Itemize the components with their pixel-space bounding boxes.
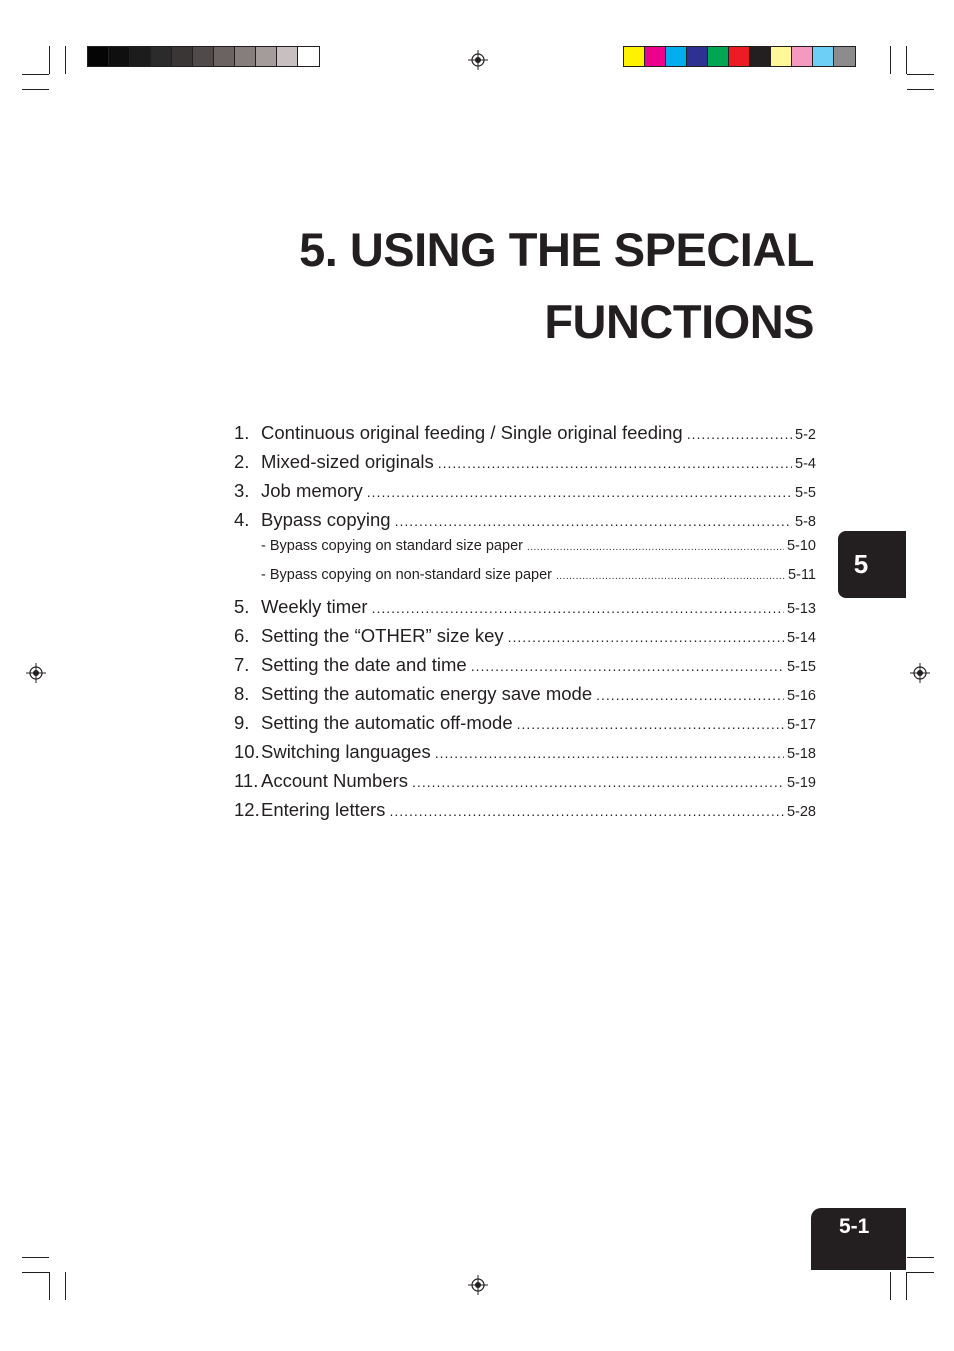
page-number: 5-1 <box>839 1215 870 1238</box>
toc-entry-label: Setting the automatic off-mode <box>261 712 513 733</box>
toc-entry-label: Job memory <box>261 480 363 501</box>
color-swatch <box>834 47 855 66</box>
toc-entry <box>234 596 816 625</box>
toc-entry-label: Continuous original feeding / Single original feeding <box>261 422 683 443</box>
color-swatch <box>708 47 729 66</box>
toc-entry-page: 5-18 <box>786 746 816 762</box>
toc-entry-label: Bypass copying <box>261 509 391 530</box>
toc-entry-number: 12. <box>234 799 260 820</box>
crop-mark <box>890 1272 891 1300</box>
toc-entry-page: 5-4 <box>795 456 816 472</box>
toc-leader-dots <box>556 571 785 582</box>
toc-entry-page: 5-11 <box>788 567 816 583</box>
toc-leader-dots <box>527 542 784 553</box>
grayscale-swatch <box>214 47 235 66</box>
grayscale-swatch <box>88 47 109 66</box>
toc-leader-dots <box>596 687 784 703</box>
toc-entry-number: 9. <box>234 712 250 733</box>
chapter-tab <box>838 531 906 598</box>
registration-mark-icon <box>468 1275 488 1295</box>
toc-entry-label: Weekly timer <box>261 596 368 617</box>
toc-entry-number: 3. <box>234 480 250 501</box>
toc-entry-page: 5-2 <box>795 427 816 443</box>
toc-entry-page: 5-13 <box>786 601 816 617</box>
crop-mark <box>22 74 49 75</box>
toc-entry-label: Setting the “OTHER” size key <box>261 625 504 646</box>
color-swatch <box>666 47 687 66</box>
toc-entry-label: - Bypass copying on standard size paper <box>261 538 523 554</box>
toc-entry <box>234 451 816 480</box>
toc-entry <box>234 509 816 538</box>
toc-entry <box>234 654 816 683</box>
crop-mark <box>22 1272 49 1273</box>
toc-entry-number: 2. <box>234 451 250 472</box>
color-swatch <box>624 47 645 66</box>
chapter-tab-number: 5 <box>853 549 869 579</box>
crop-mark <box>22 1257 49 1258</box>
crop-mark <box>49 1272 50 1300</box>
toc-entry-label: Setting the automatic energy save mode <box>261 683 593 704</box>
toc-entry-number: 10. <box>234 741 260 762</box>
toc-leader-dots <box>412 774 784 790</box>
table-of-contents <box>234 422 816 828</box>
toc-entry-page: 5-17 <box>786 717 816 733</box>
toc-entry-label: Switching languages <box>261 741 431 762</box>
color-swatch <box>750 47 771 66</box>
color-swatch <box>645 47 666 66</box>
toc-entry-number: 5. <box>234 596 250 617</box>
toc-entry-label: Account Numbers <box>261 770 409 791</box>
toc-entry-number: 1. <box>234 422 250 443</box>
toc-entry-page: 5-16 <box>786 688 816 704</box>
toc-entry <box>234 799 816 828</box>
toc-leader-dots <box>395 513 792 529</box>
toc-leader-dots <box>517 716 784 732</box>
toc-leader-dots <box>367 484 792 500</box>
toc-entry-page: 5-8 <box>795 514 816 530</box>
toc-leader-dots <box>471 658 784 674</box>
crop-mark <box>22 89 49 90</box>
grayscale-swatch <box>130 47 151 66</box>
toc-leader-dots <box>389 803 784 819</box>
toc-entry <box>234 480 816 509</box>
toc-entry-page: 5-19 <box>786 775 816 791</box>
grayscale-swatch <box>256 47 277 66</box>
grayscale-swatch <box>235 47 256 66</box>
registration-mark-icon <box>26 663 46 683</box>
toc-entry-page: 5-5 <box>795 485 816 501</box>
chapter-title-line2: FUNCTIONS <box>544 295 814 348</box>
crop-mark <box>65 1272 66 1300</box>
registration-mark-icon <box>468 50 488 70</box>
crop-mark <box>907 89 934 90</box>
toc-entry <box>234 712 816 741</box>
crop-mark <box>906 46 907 74</box>
toc-entry-label: Mixed-sized originals <box>261 451 434 472</box>
toc-entry-number: 8. <box>234 683 250 704</box>
crop-mark <box>49 46 50 74</box>
toc-entry-page: 5-14 <box>786 630 816 646</box>
toc-subentry <box>234 567 816 596</box>
toc-entry-number: 7. <box>234 654 250 675</box>
toc-entry <box>234 625 816 654</box>
toc-entry-page: 5-15 <box>786 659 816 675</box>
grayscale-swatch <box>298 47 319 66</box>
toc-entry-number: 4. <box>234 509 250 530</box>
color-swatch <box>792 47 813 66</box>
toc-subentry <box>234 538 816 567</box>
crop-mark <box>890 46 891 74</box>
grayscale-swatch <box>172 47 193 66</box>
grayscale-swatch <box>151 47 172 66</box>
crop-mark <box>907 1272 934 1273</box>
color-swatch <box>771 47 792 66</box>
toc-entry-number: 6. <box>234 625 250 646</box>
toc-entry-page: 5-28 <box>786 804 816 820</box>
crop-mark <box>907 74 934 75</box>
toc-entry <box>234 683 816 712</box>
chapter-title-line1: 5. USING THE SPECIAL <box>299 223 814 276</box>
grayscale-swatch <box>193 47 214 66</box>
toc-entry <box>234 770 816 799</box>
color-calibration-bar <box>623 46 856 67</box>
toc-entry <box>234 741 816 770</box>
color-swatch <box>687 47 708 66</box>
crop-mark <box>65 46 66 74</box>
registration-mark-icon <box>910 663 930 683</box>
toc-entry-number: 11. <box>234 770 259 791</box>
grayscale-swatch <box>109 47 130 66</box>
toc-entry-label: Entering letters <box>261 799 386 820</box>
color-swatch <box>813 47 834 66</box>
toc-leader-dots <box>687 426 792 442</box>
page-number-tab <box>811 1208 906 1270</box>
toc-entry-label: - Bypass copying on non-standard size paper <box>261 567 552 583</box>
toc-leader-dots <box>435 745 784 761</box>
grayscale-calibration-bar <box>87 46 320 67</box>
toc-leader-dots <box>508 629 784 645</box>
toc-entry <box>234 422 816 451</box>
grayscale-swatch <box>277 47 298 66</box>
crop-mark <box>906 1272 907 1300</box>
color-swatch <box>729 47 750 66</box>
toc-leader-dots <box>372 600 784 616</box>
toc-leader-dots <box>438 455 792 471</box>
toc-entry-page: 5-10 <box>786 538 816 554</box>
crop-mark <box>907 1257 934 1258</box>
toc-entry-label: Setting the date and time <box>261 654 467 675</box>
